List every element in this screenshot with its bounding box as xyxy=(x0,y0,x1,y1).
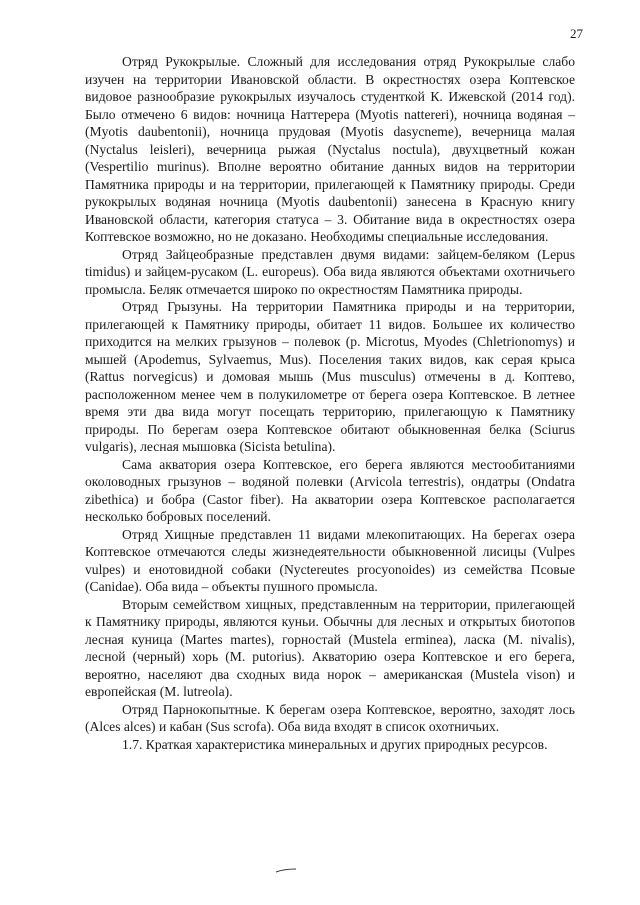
paragraph-aquatic-rodents: Сама акватория озера Коптевское, его берега являются местообитаниями околоводных грызунов – водяной полевки (Arvicola terrestris), ондатры (Ondatra zibethica) и бобра (Castor fiber). На акватории озера Коптевское располагается несколько бобровых поселений. xyxy=(85,456,575,524)
section-heading-resources: 1.7. Краткая характеристика минеральных и других природных ресурсов. xyxy=(122,736,548,752)
document-body xyxy=(85,53,575,753)
paragraph-carnivora: Отряд Хищные представлен 11 видами млекопитающих. На берегах озера Коптевское отмечаются следы жизнедеятельности обыкновенной лисицы (Vulpes vulpes) и енотовидной собаки (Nyctereutes procyonoides) из семейства Псовые (Canidae). Оба вида – объекты пушного промысла. xyxy=(85,526,575,594)
paragraph-mustelids: Вторым семейством хищных, представленным на территории, прилегающей к Памятнику природы, являются куньи. Обычны для лесных и открытых биотопов лесная куница (Martes martes), горностай (Mustela erminea), ласка (M. nivalis), лесной (черный) хорь (M. putorius). Акваторию озера Коптевское и его берега, вероятно, населяют два сходных вида норок – американская (Mustela vison) и европейская (M. lutreola). xyxy=(85,596,575,699)
paragraph-chiroptera: Отряд Рукокрылые. Сложный для исследования отряд Рукокрылые слабо изучен на территории Ивановской области. В окрестностях озера Коптевское видовое разнообразие рукокрылых изучалось студенткой К. Ижевской (2014 год). Было отмечено 6 видов: ночница Наттерера (Myotis nattereri), ночница водяная – (Myotis daubentonii), ночница прудовая (Myotis dasycneme), вечерница малая (Nyctalus leisleri), вечерница рыжая (Nyctalus noctula), двухцветный кожан (Vespertilio murinus). Вполне вероятно обитание данных видов на территории Памятника природы и на территории, прилегающей к Памятнику природы. Среди рукокрылых водяная ночница (Myotis daubentonii) занесена в Красную книгу Ивановской области, категория статуса – 3. Обитание вида в окрестностях озера Коптевское возможно, но не доказано. Необходимы специальные исследования. xyxy=(85,54,575,244)
page-number: 27 xyxy=(570,26,583,41)
pen-mark xyxy=(275,868,297,873)
paragraph-artiodactyla: Отряд Парнокопытные. К берегам озера Коптевское, вероятно, заходят лось (Alces alces) и кабан (Sus scrofa). Оба вида входят в список охотничьих. xyxy=(85,701,575,734)
paragraph-lagomorpha: Отряд Зайцеобразные представлен двумя видами: зайцем-беляком (Lepus timidus) и зайцем-русаком (L. europeus). Оба вида являются объектами охотничьего промысла. Беляк отмечается широко по окрестностям Памятника природы. xyxy=(85,246,575,297)
paragraph-rodentia: Отряд Грызуны. На территории Памятника природы и на территории, прилегающей к Памятнику природы, обитает 11 видов. Большее их количество приходится на мелких грызунов – полевок (р. Microtus, Myodes (Chletrionomys) и мышей (Apodemus, Sylvaemus, Mus). Поселения таких видов, как серая крыса (Rattus norvegicus) и домовая мышь (Mus musculus) отмечены в д. Коптево, расположенном менее чем в полукилометре от берега озера Коптевское. В летнее время эти два вида могут посещать территорию, прилегающую к Памятнику природы. По берегам озера Коптевское обитают обыкновенная белка (Sciurus vulgaris), лесная мышовка (Sicista betulina). xyxy=(85,299,575,454)
